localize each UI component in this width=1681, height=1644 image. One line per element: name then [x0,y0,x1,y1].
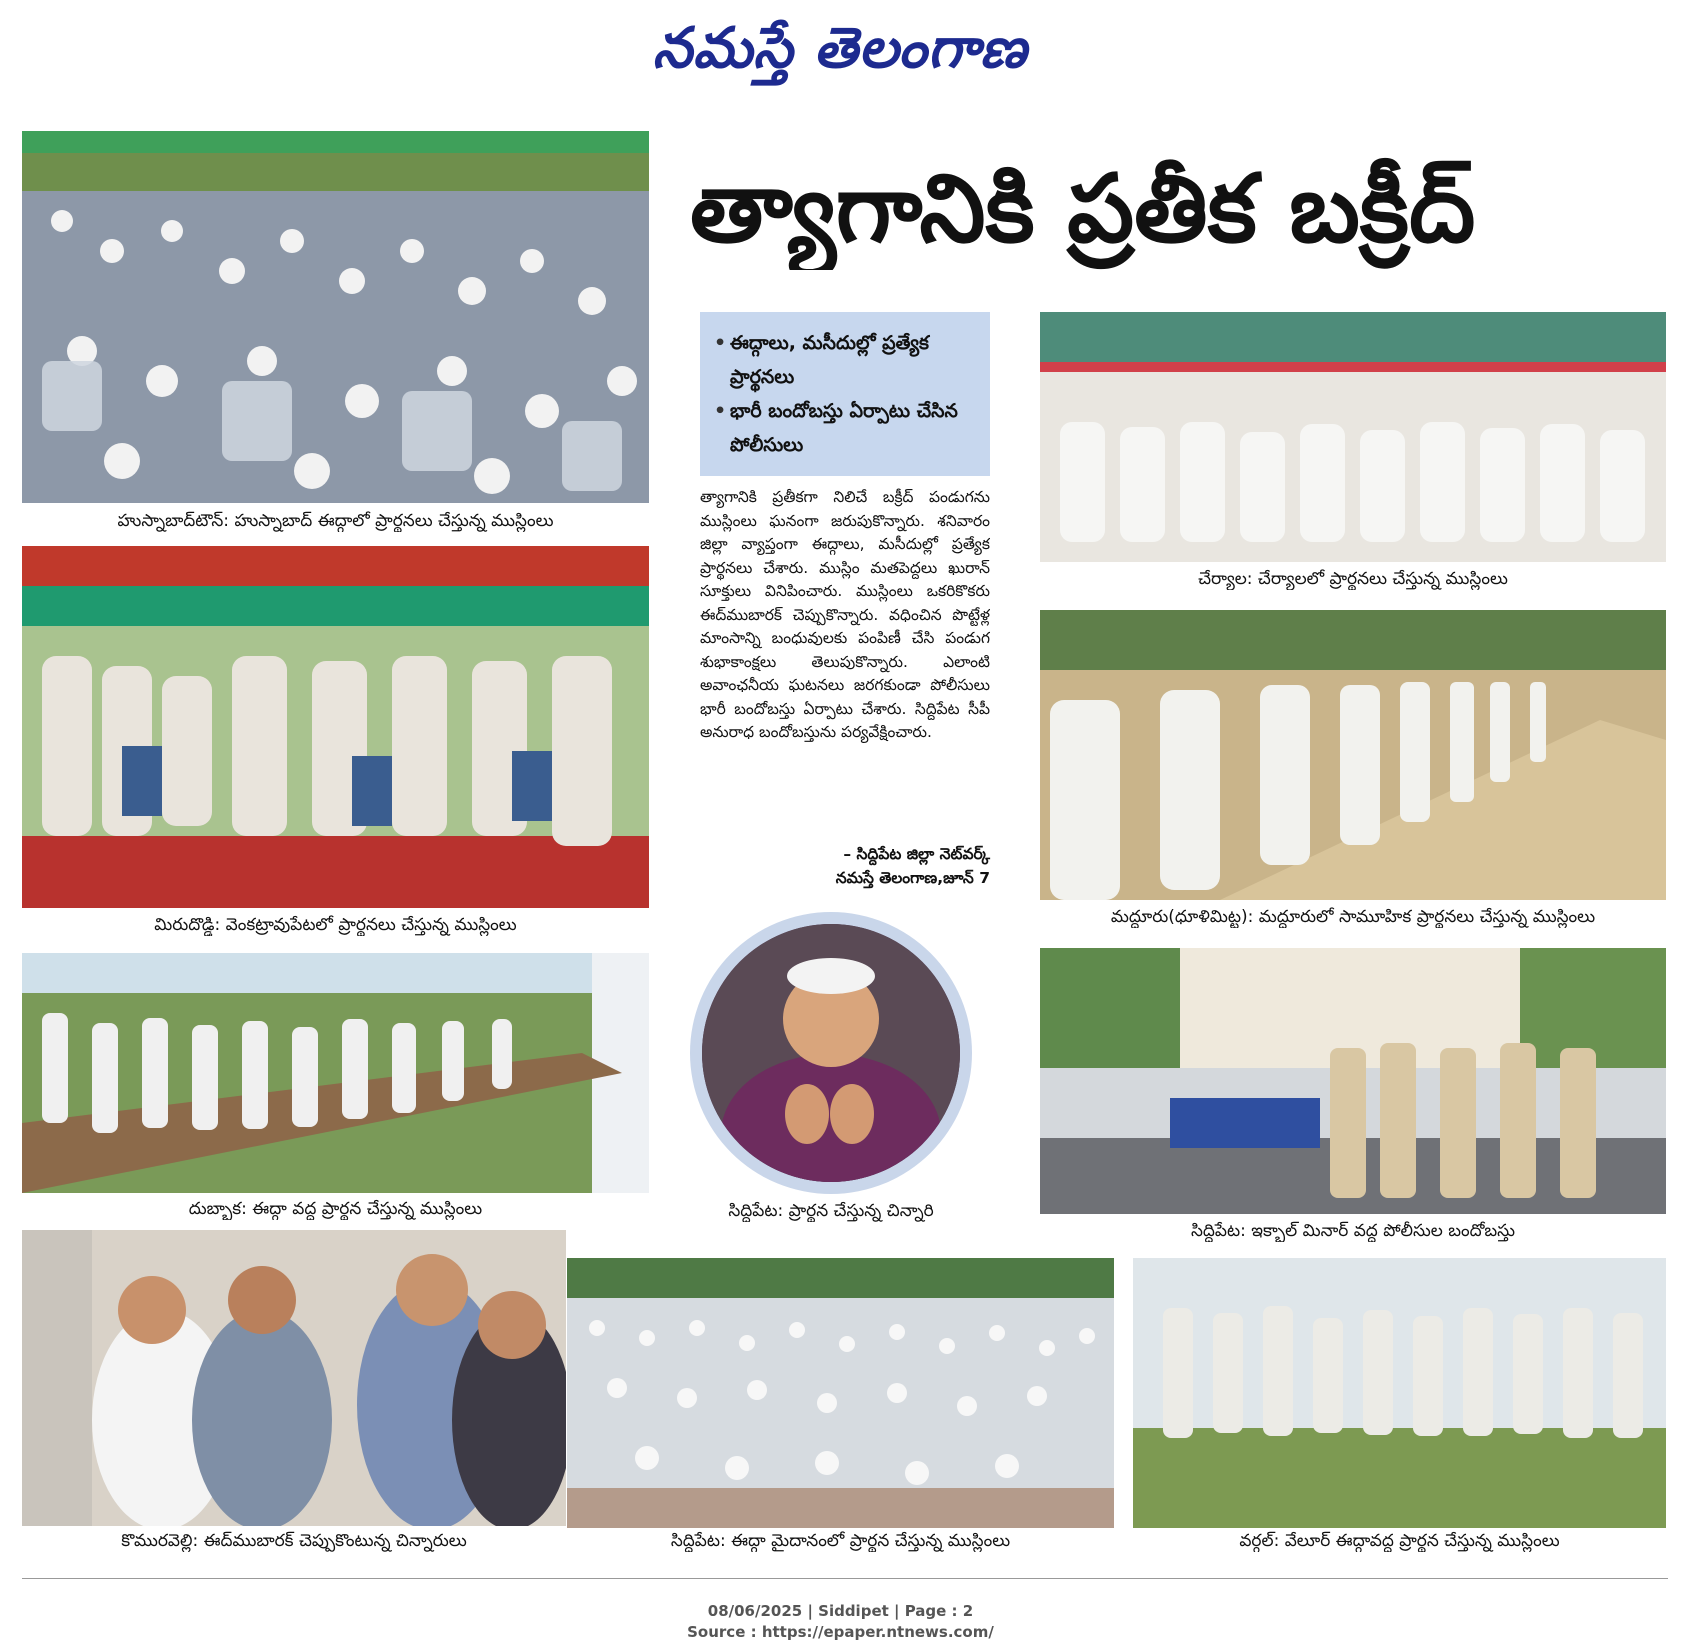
caption-vargal: వర్గల్: వేలూర్ ఈద్గావద్ద ప్రార్థన చేస్తున్న ముస్లింలు [1239,1531,1560,1551]
highlights-box [700,312,990,476]
caption-siddipet-eidgah: సిద్దిపేట: ఈద్గా మైదానంలో ప్రార్థన చేస్తున్న ముస్లింలు [670,1531,1011,1551]
byline-dateline: నమస్తే తెలంగాణ,జూన్ 7 [835,869,990,887]
photo-komuravelli [22,1230,566,1526]
caption-cheryal: చేర్యాల: చేర్యాలలో ప్రార్థనలు చేస్తున్న ముస్లింలు [1198,569,1508,589]
photo-iqbal-minar [1040,948,1666,1214]
caption-siddipet-child: సిద్దిపేట: ప్రార్థన చేస్తున్న చిన్నారి [728,1201,934,1221]
highlight-item: • భారీ బందోబస్తు ఏర్పాటు చేసిన పోలీసులు [714,394,978,462]
photo-husnabad [22,131,649,503]
article-byline [700,842,990,890]
caption-maddur: మద్దూరు(ధూళిమిట్ట): మద్దూరులో సామూహిక ప్రార్థనలు చేస్తున్న ముస్లింలు [1110,907,1596,927]
article-body: త్యాగానికి ప్రతీకగా నిలిచే బక్రీద్ పండుగను ముస్లింలు ఘనంగా జరుపుకొన్నారు. శనివారం జిల్లా వ్యాప్తంగా ఈద్గాలు, మసీదుల్లో ప్రత్యేక ప్రార్థనలు చేశారు. ముస్లిం మతపెద్దలు ఖురాన్ సూక్తులు వినిపించారు. ముస్లింలు ఒకరికొకరు ఈద్‌ముబారక్ చెప్పుకొన్నారు. వధించిన పొట్టేళ్ల మాంసాన్ని బంధువులకు పంపిణీ చేసి పండుగ శుభాకాంక్షలు తెలుపుకొన్నారు. ఎలాంటి అవాంఛనీయ ఘటనలు జరగకుండా పోలీసులు భారీ బందోబస్తు ఏర్పాటు చేశారు. సిద్దిపేట సీపీ అనురాధ బందోబస్తును పర్యవేక్షించారు. [700,488,990,741]
footer-source: Source : https://epaper.ntnews.com/ [687,1623,994,1641]
photo-dubbaka [22,953,649,1193]
highlight-item: • ఈద్గాలు, మసీదుల్లో ప్రత్యేక ప్రార్థనలు [714,326,978,394]
caption-dubbaka: దుబ్బాక: ఈద్గా వద్ద ప్రార్థన చేస్తున్న ముస్లింలు [188,1199,483,1219]
photo-cheryal [1040,312,1666,562]
photo-siddipet-eidgah [567,1258,1114,1528]
page-headline: త్యాగానికి ప్రతీక బక్రీద్ [690,155,1476,264]
photo-mirudoddi [22,546,649,908]
photo-vargal [1133,1258,1666,1528]
photo-maddur [1040,610,1666,900]
caption-husnabad: హుస్నాబాద్‌టౌన్: హుస్నాబాద్ ఈద్గాలో ప్రార్థనలు చేస్తున్న ముస్లింలు [117,511,554,531]
byline-network: – సిద్దిపేట జిల్లా నెట్‌వర్క్ [843,845,990,863]
photo-siddipet-child [690,912,972,1194]
caption-komuravelli: కొమురవెల్లి: ఈద్‌ముబారక్ చెప్పుకొంటున్న చిన్నారులు [121,1531,467,1551]
caption-mirudoddi: మిరుదొడ్డి: వెంకట్రావుపేటలో ప్రార్థనలు చేస్తున్న ముస్లింలు [154,915,517,935]
footer-divider [22,1578,1668,1579]
caption-iqbal-minar: సిద్దిపేట: ఇక్బాల్ మినార్ వద్ద పోలీసుల బందోబస్తు [1191,1221,1515,1241]
footer-edition: 08/06/2025 | Siddipet | Page : 2 [707,1602,974,1620]
masthead-logo: నమస్తే తెలంగాణ [652,15,1028,81]
